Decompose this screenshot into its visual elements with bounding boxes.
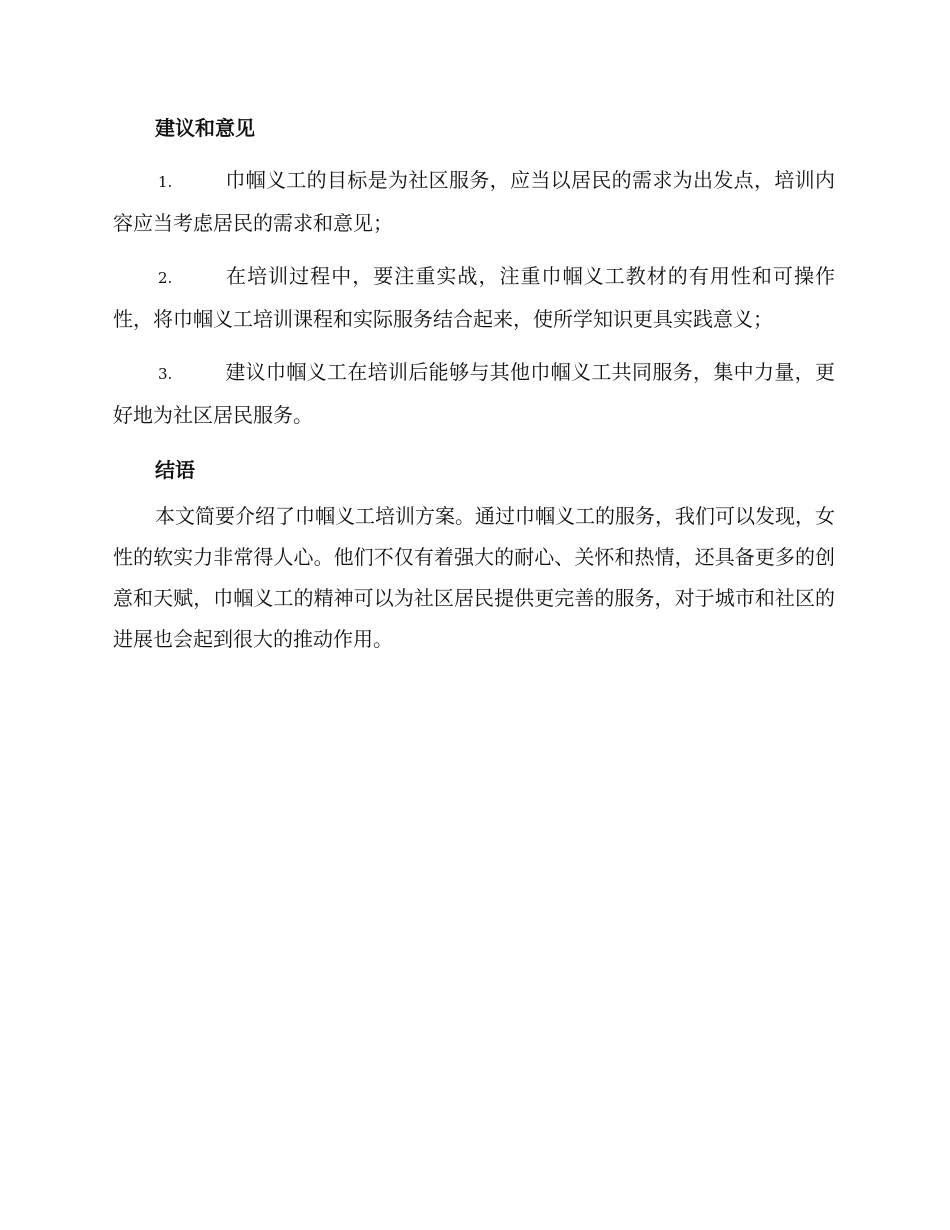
conclusion-heading: 结语 (155, 458, 195, 482)
conclusion-paragraph: 本文简要介绍了巾帼义工培训方案。通过巾帼义工的服务，我们可以发现，女性的软实力非常得人心。他们不仅有着强大的耐心、关怀和热情，还具备更多的创意和天赋，巾帼义工的精神可以为社区居民提供更完善的服务，对于城市和社区的进展也会起到很大的推动作用。 (113, 504, 835, 651)
list-item-number: 3. (158, 365, 173, 383)
list-item-text: 巾帼义工的目标是为社区服务，应当以居民的需求为出发点，培训内容应当考虑居民的需求和意见； (113, 168, 835, 235)
document-page (113, 108, 835, 660)
list-item-text: 在培训过程中，要注重实战，注重巾帼义工教材的有用性和可操作性，将巾帼义工培训课程和实际服务结合起来，使所学知识更具实践意义； (113, 264, 835, 331)
list-item-number: 2. (158, 269, 173, 287)
section-spacer (113, 436, 835, 450)
list-item-number: 1. (158, 173, 173, 191)
suggestions-list (113, 160, 835, 436)
list-item-text: 建议巾帼义工在培训后能够与其他巾帼义工共同服务，集中力量，更好地为社区居民服务。 (113, 360, 835, 427)
list-item (113, 352, 835, 436)
suggestions-heading: 建议和意见 (155, 116, 255, 140)
list-item (113, 256, 835, 340)
list-item (113, 160, 835, 244)
